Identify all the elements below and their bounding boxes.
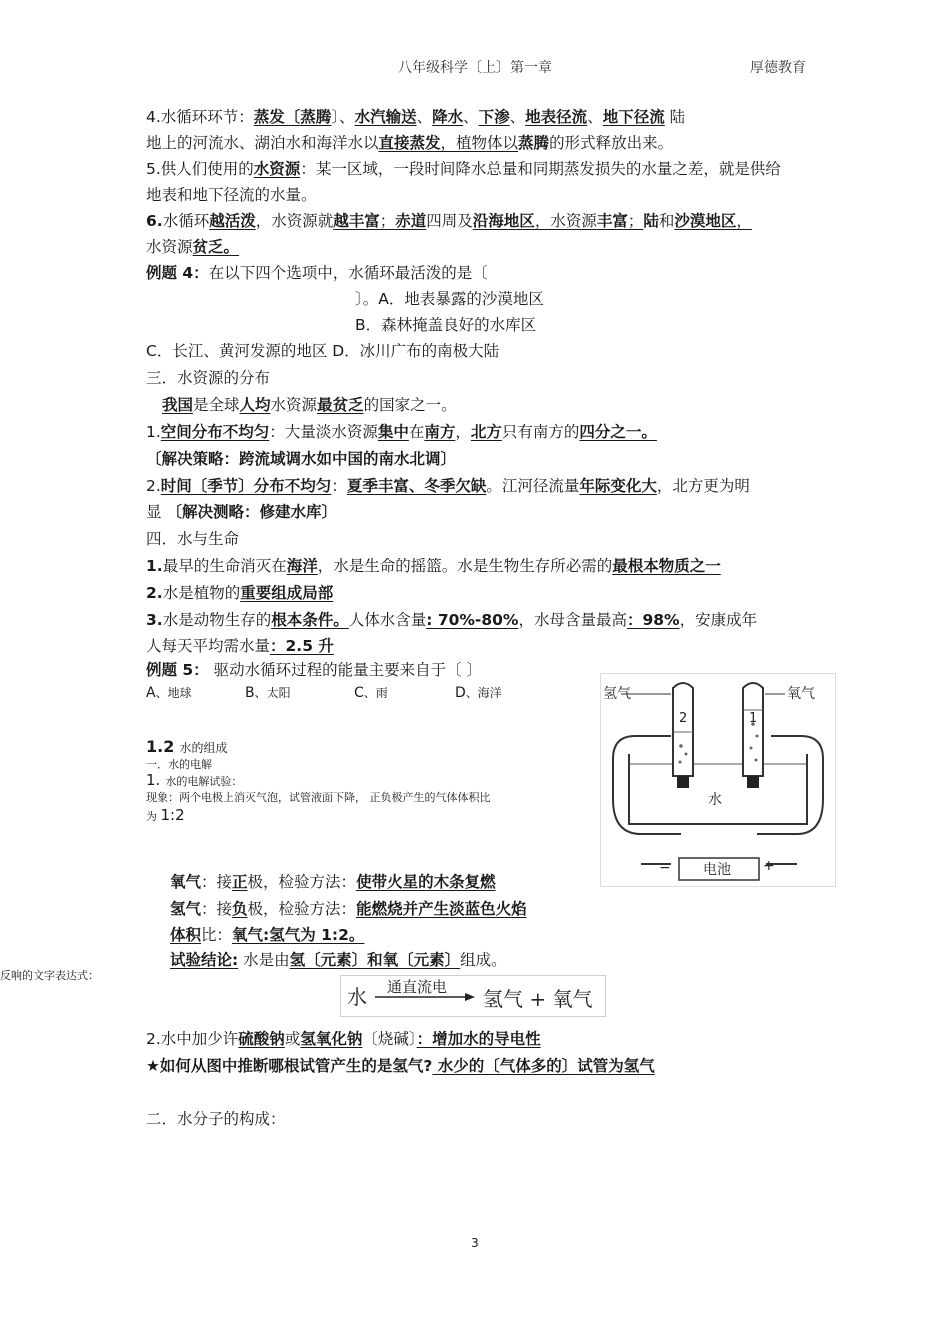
equation-condition: 通直流电 — [387, 978, 448, 996]
hydrogen-info: 氢气：接负极，检验方法：能燃烧并产生淡蓝色火焰 — [170, 900, 527, 918]
oxygen-info: 氧气：接正极，检验方法：使带火星的木条复燃 — [170, 873, 496, 891]
page-number: 3 — [471, 1236, 479, 1250]
distribution-strategy-2: 显 〔解决测略：修建水库〕 — [146, 503, 337, 521]
electrolysis-experiment-title: 1. 水的电解试验： — [146, 771, 243, 789]
water-resource-definition-cont: 地表和地下径流的水量。 — [146, 186, 317, 204]
example-4-option-b: B．森林掩盖良好的水库区 — [355, 316, 537, 334]
life-point-3: 3.水是动物生存的根本条件。人体水含量: 70%-80%，水母含量最高：98%，安康成年 — [146, 611, 758, 629]
electrolysis-equation — [340, 975, 606, 1017]
water-cycle-activity-cont: 水资源贫乏。 — [146, 238, 240, 256]
example-5-option-c: C、雨 — [354, 685, 388, 701]
label-minus: − — [659, 860, 671, 876]
example-5-question: 例题 5： 驱动水循环过程的能量主要来自于〔 〕 — [146, 661, 483, 679]
bubble — [679, 744, 683, 748]
equation-reactant: 水 — [347, 985, 367, 1009]
equation-arrow-head — [465, 993, 475, 1001]
life-point-3-cont: 人每天平均需水量：2.5 升 — [146, 637, 334, 655]
hydrogen-tube-question: ★如何从图中推断哪根试管产生的是氢气? 水少的〔气体多的〕试管为氢气 — [146, 1057, 655, 1075]
equation-products: 氢气 + 氧气 — [483, 987, 593, 1011]
distribution-space: 1.空间分布不均匀：大量淡水资源集中在南方，北方只有南方的四分之一。 — [146, 423, 657, 441]
label-battery: 电池 — [703, 862, 731, 878]
life-point-1: 1.最早的生命消灭在海洋，水是生命的摇篮。水是生物生存所必需的最根本物质之一 — [146, 557, 721, 575]
electrolysis-ratio: 为 1:2 — [146, 806, 185, 824]
water-cycle-activity: 6.水循环越活泼，水资源就越丰富；赤道四周及沿海地区，水资源丰富；陆和沙漠地区， — [146, 212, 752, 230]
wire-left — [613, 736, 681, 834]
bubble — [755, 759, 758, 762]
bubble — [750, 747, 753, 750]
example-4-question: 例题 4：在以下四个选项中，水循环最活泼的是〔 — [146, 264, 488, 282]
conductivity-note: 2.水中加少许硫酸钠或氢氧化钠〔烧碱〕：增加水的导电性 — [146, 1030, 541, 1048]
distribution-intro: 我国是全球人均水资源最贫乏的国家之一。 — [162, 396, 457, 414]
label-tube-2: 2 — [679, 711, 688, 726]
water-cycle-steps-cont: 地上的河流水、湖泊水和海洋水以直接蒸发，植物体以蒸腾的形式释放出来。 — [146, 134, 674, 152]
electrolysis-phenomenon: 现象：两个电极上消灭气泡，试管液面下降， 正负极产生的气体体积比 — [146, 791, 491, 804]
section-distribution-title: 三．水资源的分布 — [146, 369, 271, 387]
bubble — [685, 753, 688, 756]
bubble — [756, 735, 759, 738]
electrolysis-diagram-svg — [601, 674, 835, 886]
test-tube-right — [743, 683, 763, 776]
example-5-option-d: D、海洋 — [455, 685, 502, 701]
example-4-option-a: 〕。A．地表暴露的沙漠地区 — [355, 290, 544, 308]
page-header-title: 八年级科学〔上〕第一章 — [398, 60, 552, 76]
label-hydrogen: 氢气 — [603, 686, 631, 702]
electrode-right — [747, 776, 759, 788]
water-resource-definition: 5.供人们使用的水资源：某一区域，一段时间降水总量和同期蒸发损失的水量之差，就是供给 — [146, 160, 781, 178]
section-composition-title: 1.2 水的组成 — [146, 737, 228, 756]
section-life-title: 四．水与生命 — [146, 530, 240, 548]
label-oxygen: 氧气 — [787, 686, 815, 702]
electrode-left — [677, 776, 689, 788]
electrolysis-subtitle: 一．水的电解 — [146, 758, 212, 771]
label-tube-1: 1 — [749, 711, 758, 726]
example-5-option-a: A、地球 — [146, 685, 192, 701]
reaction-expression-label: 反响的文字表达式： — [0, 969, 99, 982]
example-5-option-b: B、太阳 — [245, 685, 291, 701]
section-molecule-title: 二．水分子的构成： — [146, 1110, 286, 1128]
life-point-2: 2.水是植物的重要组成局部 — [146, 584, 334, 602]
distribution-time: 2.时间〔季节〕分布不均匀：夏季丰富、冬季欠缺。江河径流量年际变化大，北方更为明 — [146, 477, 750, 495]
page-header-brand: 厚德教育 — [750, 60, 806, 76]
label-plus: + — [763, 858, 775, 874]
electrolysis-diagram — [600, 673, 836, 887]
example-4-options-cd: C．长江、黄河发源的地区 D．冰川广布的南极大陆 — [146, 342, 500, 360]
wire-right — [757, 736, 823, 834]
equation-svg — [341, 976, 605, 1016]
water-cycle-steps: 4.水循环环节：蒸发〔蒸腾〕、水汽输送、降水、下渗、地表径流、地下径流 陆 — [146, 108, 686, 126]
test-tube-left — [673, 683, 693, 776]
volume-ratio: 体积比：氧气:氢气为 1:2。 — [170, 926, 365, 944]
experiment-conclusion: 试验结论: 水是由氢〔元素〕和氧〔元素〕组成。 — [170, 951, 507, 969]
bubble — [679, 761, 682, 764]
distribution-strategy-1: 〔解决策略：跨流域调水如中国的南水北调〕 — [146, 450, 457, 468]
label-water: 水 — [708, 792, 722, 808]
